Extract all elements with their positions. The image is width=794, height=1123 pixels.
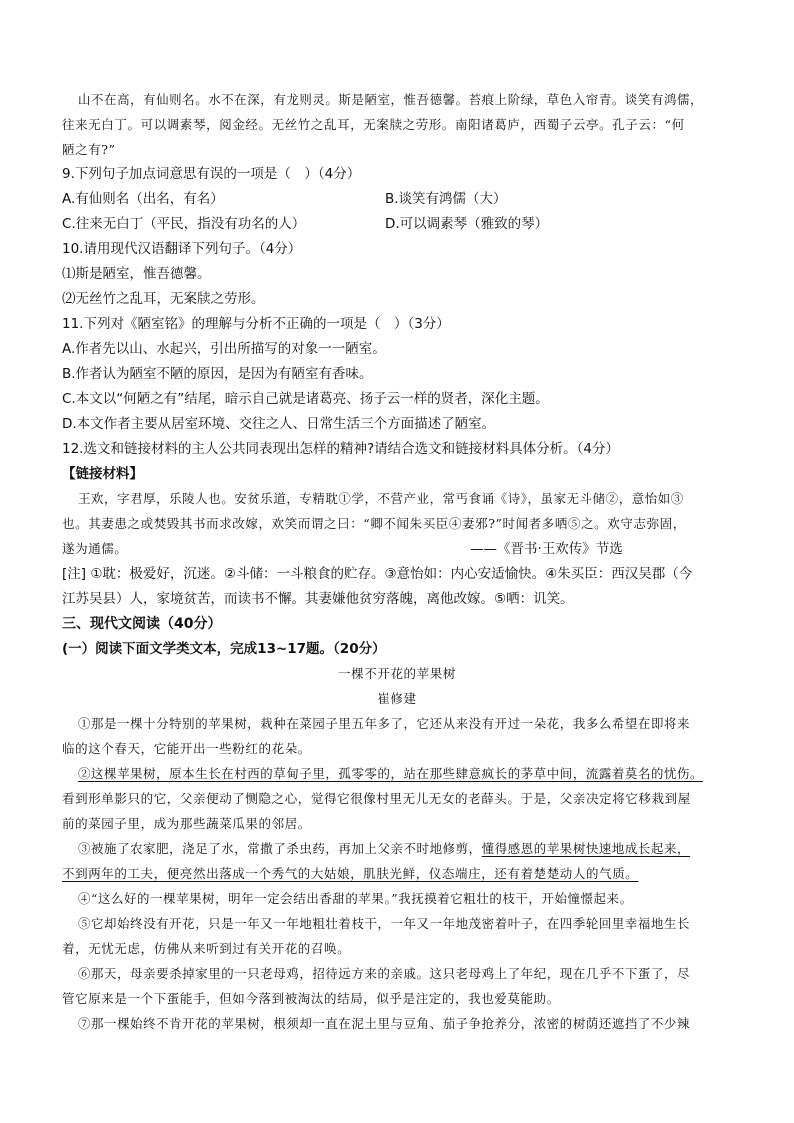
story-underlined-line: 不到两年的工夫，便亮然出落成一个秀气的大姑娘，肌肤光鲜，仪态端庄，还有着楚楚动人的气质。: [62, 866, 639, 881]
story-paragraph-line: 临的这个春天，它能开出一些粉红的花朵。: [62, 741, 311, 756]
story-underlined-line: ②这棵苹果树，原本生长在村西的草甸子里，孤零零的，站在那些肆意疯长的茅草中间，流露着莫名的忧伤。: [78, 766, 704, 781]
question-12-stem: 12.选文和链接材料的主人公共同表现出怎样的精神?请结合选文和链接材料具体分析。（4分）: [62, 441, 619, 457]
link-material-heading: 【链接材料】: [62, 466, 143, 482]
story-paragraph-line: ④“这么好的一棵苹果树，明年一定会结出香甜的苹果。”我抚摸着它粗壮的枝干，开始憧憬起来。: [78, 891, 633, 906]
link-material-line: 遂为通儒。: [62, 541, 128, 556]
story-paragraph-line: 着，无忧无虑，仿佛从来听到过有关开花的召唤。: [62, 941, 351, 956]
question-9-option-c: C.往来无白丁（平民，指没有功名的人）: [62, 216, 306, 232]
question-9-option-b: B.谈笑有鸿儒（大）: [385, 191, 507, 207]
story-title: 一棵不开花的苹果树: [338, 666, 456, 681]
question-9-stem: 9.下列句子加点词意思有误的一项是（ ）（4分）: [62, 166, 361, 182]
link-material-note: 江苏吴县）人，家境贫苦，而读书不懈。其妻嫌他贫穷落魄，离他改嫁。⑤哂：讥笑。: [62, 591, 574, 607]
question-10-stem: 10.请用现代汉语翻译下列句子。（4分）: [62, 241, 302, 257]
classical-text-line: 陋之有?”: [62, 142, 116, 157]
story-author: 崔修建: [377, 691, 417, 706]
story-paragraph-line: 管它原来是一个下蛋能手，但如今落到被淘汰的结局，似乎是注定的，我也爱莫能助。: [62, 991, 560, 1006]
question-10-sentence-2: ⑵无丝竹之乱耳，无案牍之劳形。: [62, 291, 265, 307]
story-paragraph-line: ⑦那一棵始终不肯开花的苹果树，根须却一直在泥土里与豆角、茄子争抢养分，浓密的树荫还遮挡了不少辣: [78, 1016, 691, 1031]
question-11-option-d: D.本文作者主要从居室环境、交往之人、日常生活三个方面描述了陋室。: [62, 416, 496, 432]
link-material-note: [注] ①耽：极爱好，沉迷。②斗储：一斗粮食的贮存。③意怡如：内心安适愉快。④朱买臣：西汉吴郡（今: [62, 566, 693, 582]
classical-text-line: 山不在高，有仙则名。水不在深，有龙则灵。斯是陋室，惟吾德馨。苔痕上阶绿，草色入帘青。谈笑有鸿儒，: [78, 92, 704, 107]
section-3-heading: 三、现代文阅读（40分）: [62, 616, 222, 632]
story-paragraph-line: ①那是一棵十分特别的苹果树，栽种在菜园子里五年多了，它还从来没有开过一朵花，我多么希望在即将来: [78, 716, 691, 731]
question-10-sentence-1: ⑴斯是陋室，惟吾德馨。: [62, 266, 211, 282]
story-paragraph-line: ⑤它却始终没有开花，只是一年又一年地粗壮着枝干，一年又一年地茂密着叶子，在四季轮回里幸福地生长: [78, 916, 691, 931]
question-9-option-a: A.有仙则名（出名，有名）: [62, 191, 224, 207]
link-material-line: 王欢，字君厚，乐陵人也。安贫乐道，专精耽①学，不营产业，常丐食诵《诗》，虽家无斗储②，意怡如③: [78, 491, 684, 506]
story-text: ③被施了农家肥，浇足了水，常撒了杀虫药，再加上父亲不时地修剪，: [78, 841, 482, 856]
question-11-stem: 11.下列对《陋室铭》的理解与分析不正确的一项是（ ）（3分）: [62, 316, 450, 332]
story-underlined-text: 懂得感恩的苹果树快速地成长起来，: [481, 841, 691, 856]
section-3-subheading: (一）阅读下面文学类文本，完成13~17题。（20分）: [62, 641, 386, 657]
story-paragraph-line: 前的菜园子里，成为那些蔬菜瓜果的邻居。: [62, 816, 311, 831]
story-paragraph-line: [78, 839, 774, 859]
question-11-option-b: B.作者认为陋室不陋的原因，是因为有陋室有香味。: [62, 366, 373, 382]
classical-text-line: 往来无白丁。可以调素琴，阅金经。无丝竹之乱耳，无案牍之劳形。南阳诸葛庐，西蜀子云亭。孔子云：“何: [62, 117, 685, 132]
link-material-line: 也。其妻患之或焚毁其书而求改嫁，欢笑而谓之曰：“卿不闻朱买臣④妻邪?”时闻者多哂⑤之。欢守志弥固，: [62, 516, 686, 531]
question-9-option-d: D.可以调素琴（雅致的琴）: [385, 216, 549, 232]
story-paragraph-line: 看到形单影只的它，父亲便动了恻隐之心，觉得它很像村里无儿无女的老薛头。于是，父亲决定将它移栽到屋: [62, 791, 691, 806]
question-11-option-a: A.作者先以山、水起兴，引出所描写的对象一一陋室。: [62, 341, 386, 357]
story-paragraph-line: ⑥那天，母亲要杀掉家里的一只老母鸡，招待远方来的亲戚。这只老母鸡上了年纪，现在几乎不下蛋了，尽: [78, 966, 691, 981]
question-11-option-c: C.本文以“何陋之有”结尾，暗示自己就是诸葛亮、扬子云一样的贤者，深化主题。: [62, 391, 549, 407]
link-material-source: ——《晋书·王欢传》节选: [470, 541, 623, 557]
